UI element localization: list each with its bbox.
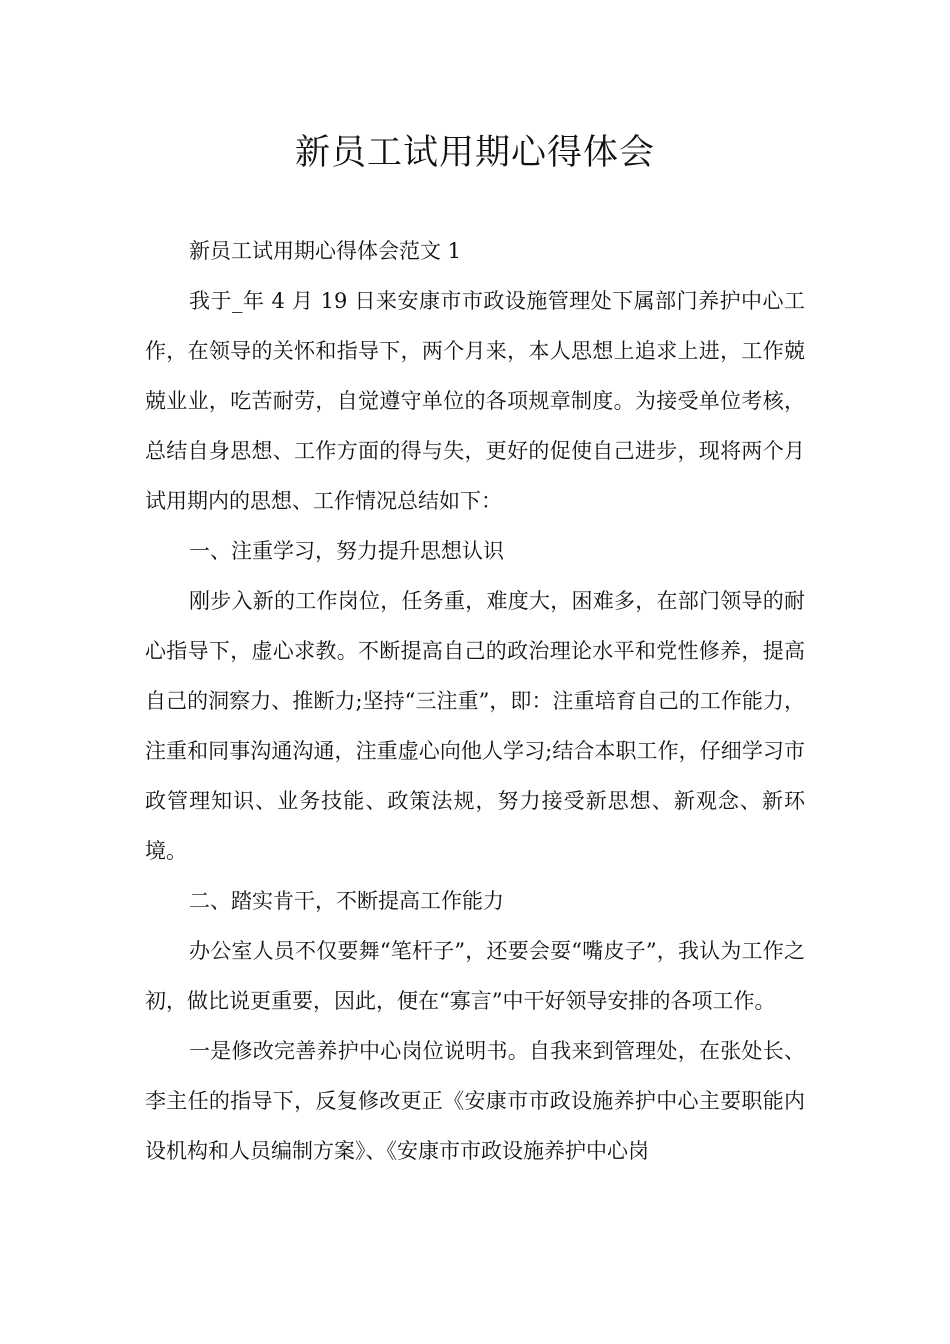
subtitle-paragraph: 新员工试用期心得体会范文 1 [189,239,462,263]
section-heading-2: 二、踏实肯干，不断提高工作能力 [189,889,504,913]
document-title: 新员工试用期心得体会 [294,133,655,173]
intro-paragraph: 我于_年 4 月 19 日来安康市市政设施管理处下属部门养护中心工作，在领导的关怀和指导下，两个月来，本人思想上追求上进，工作兢兢业业，吃苦耐劳，自觉遵守单位的各项规章制度。为接受单位考核，总结自身思想、工作方面的得与失，更好的促使自己进步，现将两个月试用期内的思想、工作情况总结如下： [145,289,805,513]
section-heading-1: 一、注重学习，努力提升思想认识 [189,539,504,563]
document-body [145,226,805,1176]
section-1-paragraph: 刚步入新的工作岗位，任务重，难度大，困难多，在部门领导的耐心指导下，虚心求教。不断提高自己的政治理论水平和党性修养，提高自己的洞察力、推断力;坚持“三注重”，即：注重培育自己的工作能力，注重和同事沟通沟通，注重虚心向他人学习;结合本职工作，仔细学习市政管理知识、业务技能、政策法规，努力接受新思想、新观念、新环境。 [145,589,805,863]
section-2-paragraph: 办公室人员不仅要舞“笔杆子”，还要会耍“嘴皮子”，我认为工作之初，做比说更重要，因此，便在“寡言”中干好领导安排的各项工作。 [145,939,805,1013]
section-2-item-1-paragraph: 一是修改完善养护中心岗位说明书。自我来到管理处，在张处长、李主任的指导下，反复修改更正《安康市市政设施养护中心主要职能内设机构和人员编制方案》、《安康市市政设施养护中心岗 [145,1039,805,1163]
